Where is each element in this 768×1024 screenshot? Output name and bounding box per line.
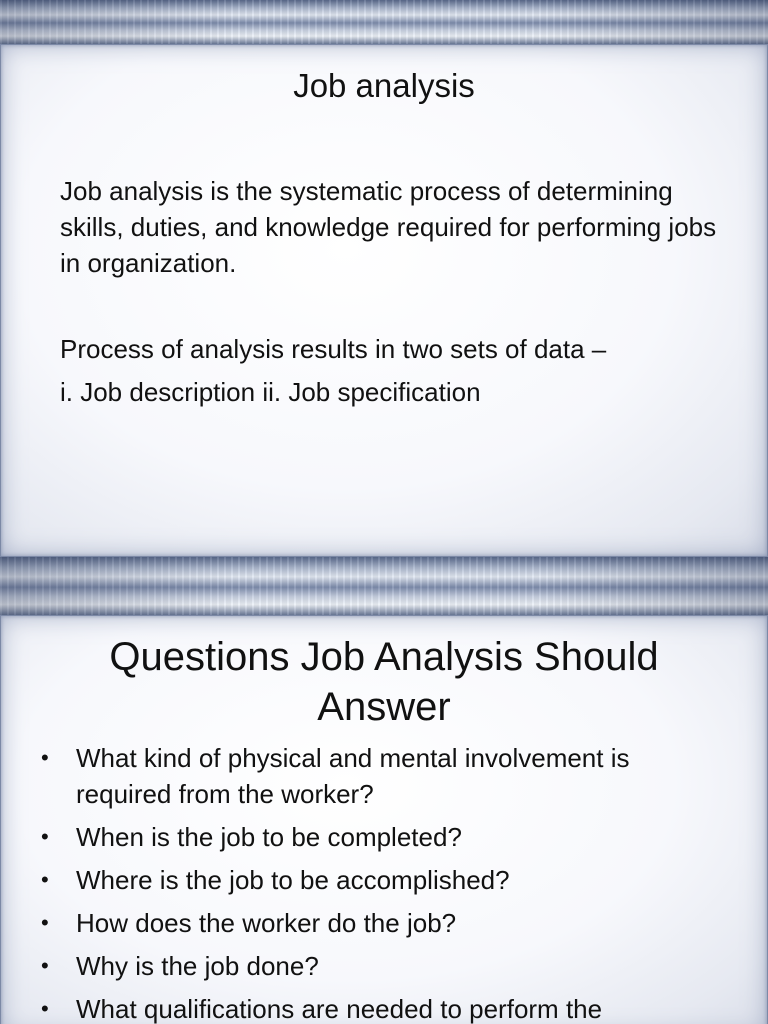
- list-item: [1, 862, 767, 898]
- list-item-text: How does the worker do the job?: [76, 908, 457, 938]
- decorative-band-middle: [0, 557, 768, 615]
- bullet-icon: •: [41, 745, 49, 770]
- list-item-text: What qualifications are needed to perform the: [76, 994, 603, 1024]
- bullet-icon: •: [41, 824, 49, 849]
- data-sets-list: i. Job description ii. Job specification: [60, 377, 481, 407]
- list-item: [1, 948, 767, 984]
- bullet-icon: •: [41, 953, 49, 978]
- slide-title-line-2: Answer: [317, 685, 451, 729]
- list-item-text: What kind of physical and mental involvement is required from the worker?: [76, 743, 630, 809]
- bullet-icon: •: [41, 867, 49, 892]
- list-item: [1, 905, 767, 941]
- decorative-band-top: [0, 0, 768, 44]
- definition-paragraph: Job analysis is the systematic process of determining skills, duties, and knowledge required for performing jobs in organization.: [60, 176, 717, 278]
- slide-title: [41, 632, 727, 732]
- list-item-text: When is the job to be completed?: [76, 822, 462, 852]
- list-item-text: Where is the job to be accomplished?: [76, 865, 510, 895]
- bullet-icon: •: [41, 910, 49, 935]
- slide-title: Job analysis: [293, 67, 475, 104]
- slide-title-line-1: Questions Job Analysis Should: [109, 635, 659, 679]
- list-item: [1, 740, 767, 812]
- question-list: [1, 740, 767, 1024]
- bullet-icon: •: [41, 996, 49, 1021]
- list-item-text: Why is the job done?: [76, 951, 319, 981]
- data-sets-paragraph: Process of analysis results in two sets of data –: [60, 334, 607, 364]
- list-item: [1, 991, 767, 1024]
- slide-job-analysis: [0, 44, 768, 557]
- slide-questions: [0, 615, 768, 1024]
- list-item: [1, 819, 767, 855]
